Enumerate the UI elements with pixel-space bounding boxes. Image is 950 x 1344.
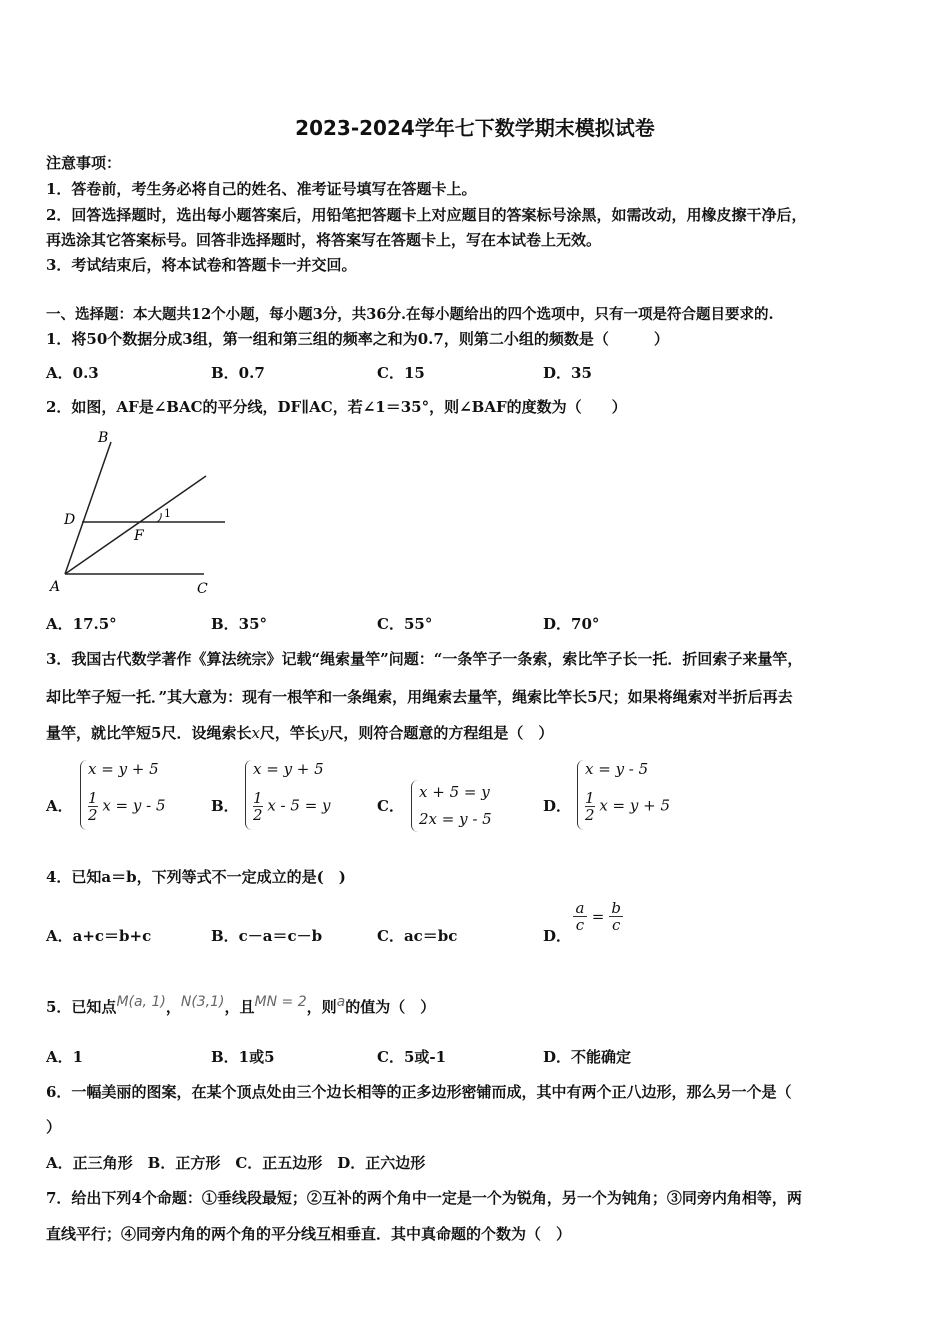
q3-option-d-brace: [577, 760, 584, 830]
question-1-stem: 1．将50个数据分成3组，第一组和第三组的频率之和为0.7，则第二小组的频数是（ ）: [46, 330, 669, 348]
question-6-line: 6．一幅美丽的图案，在某个顶点处由三个边长相等的正多边形密铺而成，其中有两个正八边形，那么另一个是（: [46, 1083, 792, 1101]
page-title: 2023-2024学年七下数学期末模拟试卷: [295, 116, 655, 140]
question-6-line: ）: [46, 1118, 62, 1136]
q3-option-d-eq1: x = y - 5: [585, 760, 649, 778]
question-7-line: 直线平行；④同旁内角的两个角的平分线互相垂直．其中真命题的个数为（ ）: [46, 1225, 572, 1243]
q4-option-c: C．ac＝bc: [377, 927, 458, 945]
q3-option-d-eq2: $\frac{1}{2}$ x = y + 5: [585, 789, 671, 824]
q4-option-d-label: D．: [543, 927, 572, 945]
q3-option-a-brace: [80, 760, 87, 830]
q4-option-d-formula: $\frac{a}{c}$ = $\frac{b}{c}$: [573, 900, 623, 933]
q5-option-a: A．1: [46, 1048, 84, 1066]
notice-item: 再选涂其它答案标号。回答非选择题时，将答案写在答题卡上，写在本试卷上无效。: [46, 231, 602, 249]
q3-option-a-label: A．: [46, 797, 73, 815]
q5-option-b: B．1或5: [211, 1048, 275, 1066]
notice-heading: 注意事项：: [46, 154, 122, 172]
q4-option-a: A．a+c＝b+c: [46, 927, 152, 945]
q3-option-c-label: C．: [377, 797, 404, 815]
q3-option-a-eq2: $\frac{1}{2}$ x = y - 5: [88, 789, 166, 824]
q5-option-c: C．5或-1: [377, 1048, 447, 1066]
q2-option-b: B．35°: [211, 615, 268, 633]
q1-option-a: A．0.3: [46, 364, 99, 382]
q3-option-b-eq2: $\frac{1}{2}$ x - 5 = y: [253, 789, 331, 824]
q3-option-a-eq1: x = y + 5: [88, 760, 159, 778]
q4-option-b: B．c－a＝c－b: [211, 927, 323, 945]
question-3-line: 3．我国古代数学著作《算法统宗》记载“绳索量竿”问题：“一条竿子一条索，索比竿子长一托．折回索子来量竿，: [46, 650, 803, 668]
label-angle-1: 1: [164, 507, 171, 520]
label-d: D: [64, 512, 76, 528]
q2-geometry-figure: [44, 428, 244, 600]
question-2-stem: 2．如图，AF是∠BAC的平分线，DF∥AC，若∠1＝35°，则∠BAF的度数为（ ）: [46, 398, 627, 416]
question-3-line: 却比竿子短一托．”其大意为：现有一根竿和一条绳索，用绳索去量竿，绳索比竿长5尺；如果将绳索对半折后再去: [46, 688, 793, 706]
q3-option-b-label: B．: [211, 797, 239, 815]
q2-option-a: A．17.5°: [46, 615, 117, 633]
question-7-line: 7．给出下列4个命题：①垂线段最短；②互补的两个角中一定是一个为锐角，另一个为钝角；③同旁内角相等，两: [46, 1189, 802, 1207]
q3-option-b-eq1: x = y + 5: [253, 760, 324, 778]
q2-option-d: D．70°: [543, 615, 600, 633]
label-f: F: [134, 528, 144, 544]
question-3-line: 量竿，就比竿短5尺．设绳索长x尺，竿长y尺，则符合题意的方程组是（ ）: [46, 724, 554, 742]
q6-options: A．正三角形 B．正方形 C．正五边形 D．正六边形: [46, 1154, 426, 1172]
section-heading: 一、选择题：本大题共12个小题，每小题3分，共36分.在每小题给出的四个选项中，只有一项是符合题目要求的.: [46, 306, 774, 323]
q5-option-d: D．不能确定: [543, 1048, 632, 1066]
q1-option-d: D．35: [543, 364, 592, 382]
q3-option-c-eq2: 2x = y - 5: [419, 810, 492, 828]
label-b: B: [98, 430, 109, 446]
q3-option-d-label: D．: [543, 797, 572, 815]
label-c: C: [197, 581, 208, 597]
q1-option-b: B．0.7: [211, 364, 265, 382]
label-a: A: [50, 579, 61, 595]
q3-option-c-eq1: x + 5 = y: [419, 783, 490, 801]
question-5-stem: 5．已知点M(a, 1)，N(3,1)，且MN = 2，则a的值为（ ）: [46, 994, 436, 1016]
question-4-stem: 4．已知a＝b，下列等式不一定成立的是( ): [46, 868, 346, 886]
notice-item: 2．回答选择题时，选出每小题答案后，用铅笔把答题卡上对应题目的答案标号涂黑，如需改动，用橡皮擦干净后，: [46, 206, 807, 224]
q3-option-b-brace: [245, 760, 252, 830]
q2-option-c: C．55°: [377, 615, 433, 633]
notice-item: 1．答卷前，考生务必将自己的姓名、准考证号填写在答题卡上。: [46, 180, 477, 198]
q3-option-c-brace: [411, 780, 418, 832]
notice-item: 3．考试结束后，将本试卷和答题卡一并交回。: [46, 256, 357, 274]
q1-option-c: C．15: [377, 364, 425, 382]
